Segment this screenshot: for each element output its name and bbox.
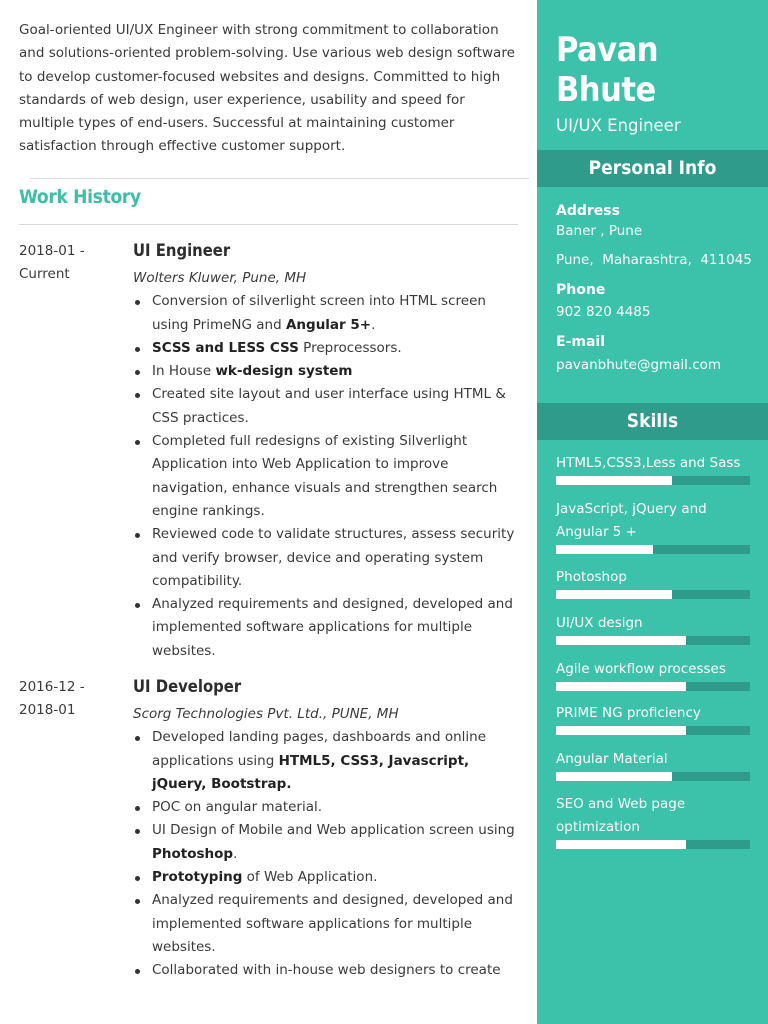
- job-title: UI Developer: [133, 677, 242, 696]
- bullet-text: In House: [152, 363, 216, 380]
- bullet-text: Created site layout and user interface using HTML & CSS practices.: [152, 386, 506, 426]
- skill-name: SEO and Web page optimization: [556, 796, 686, 835]
- job-bullet-item: [133, 337, 518, 360]
- job-role: UI/UX Engineer: [556, 116, 681, 135]
- skill-level-bar: [556, 636, 750, 645]
- skill-name: PRIME NG proficiency: [556, 705, 701, 721]
- skill-level-bar: [556, 840, 750, 849]
- bullet-text: .: [233, 845, 238, 862]
- skill-name: Photoshop: [556, 569, 627, 585]
- bullet-text: Collaborated with in-house web designers to create: [152, 962, 501, 979]
- job-bullet-item: [133, 889, 518, 959]
- bullet-text: .: [371, 316, 376, 333]
- bullet-text-bold: Prototyping: [152, 869, 243, 886]
- job-bullet-item: [133, 866, 518, 889]
- bullet-text-bold: HTML5, CSS3, Javascript, jQuery, Bootstrap.: [152, 752, 470, 792]
- job-details: [133, 240, 518, 663]
- bullet-text: Analyzed requirements and designed, developed and implemented software applications for multiple websites.: [152, 596, 513, 659]
- bullet-text-bold: Angular 5+: [285, 316, 372, 333]
- job-bullet-item: [133, 523, 518, 593]
- skill-level-fill: [556, 726, 686, 735]
- bullet-text: Completed full redesigns of existing Silverlight Application into Web Application to improve navigation, enhance visuals and strengthen search engine rankings.: [152, 433, 498, 519]
- bullet-icon: [135, 899, 140, 904]
- job-title: UI Engineer: [133, 241, 231, 260]
- last-name: Bhute: [556, 70, 656, 110]
- phone-number: 902 820 4485: [556, 304, 651, 320]
- job-date-end: Current: [19, 266, 70, 283]
- bullet-text-bold: wk-design system: [215, 363, 353, 380]
- job-date-start: 2016-12 -: [19, 679, 85, 695]
- bullet-text: Developed landing pages, dashboards and online applications using: [152, 729, 486, 769]
- job-dates: [19, 240, 109, 287]
- skill-name: Angular Material: [556, 751, 668, 767]
- personal-info-heading: Personal Info: [537, 150, 768, 187]
- skill-name: UI/UX design: [556, 615, 643, 631]
- skill-level-bar: [556, 772, 750, 781]
- job-bullet-item: [133, 430, 518, 523]
- bullet-icon: [135, 533, 140, 538]
- job-date-start: 2018-01 -: [19, 243, 85, 259]
- skill-level-bar: [556, 726, 750, 735]
- skill-name: Agile workflow processes: [556, 661, 726, 677]
- bullet-icon: [135, 393, 140, 398]
- bullet-text: UI Design of Mobile and Web application screen using: [152, 822, 515, 839]
- skill-level-bar: [556, 545, 750, 554]
- job-bullet-item: [133, 593, 518, 663]
- job-bullet-item: [133, 726, 518, 796]
- bullet-icon: [135, 300, 140, 305]
- job-bullet-item: [133, 360, 518, 383]
- skill-level-fill: [556, 636, 686, 645]
- skill-name: JavaScript, jQuery and Angular 5 +: [556, 501, 707, 540]
- phone-label: Phone: [556, 282, 606, 298]
- bullet-icon: [135, 370, 140, 375]
- job-bullet-item: [133, 819, 518, 866]
- bullet-text-bold: Photoshop: [152, 845, 234, 862]
- bullet-icon: [135, 969, 140, 974]
- bullet-text: POC on angular material.: [152, 799, 323, 816]
- email-link[interactable]: pavanbhute@gmail.com: [556, 357, 722, 373]
- job-bullet-item: [133, 383, 518, 430]
- skill-level-fill: [556, 682, 686, 691]
- skill-level-bar: [556, 476, 750, 485]
- work-history-heading: Work History: [19, 186, 141, 208]
- address-line-1: Baner , Pune: [556, 223, 643, 239]
- bullet-icon: [135, 876, 140, 881]
- bullet-icon: [135, 603, 140, 608]
- address-label: Address: [556, 203, 620, 219]
- bullet-icon: [135, 829, 140, 834]
- bullet-icon: [135, 440, 140, 445]
- skill-level-fill: [556, 545, 653, 554]
- first-name: Pavan: [556, 30, 658, 70]
- skill-level-fill: [556, 476, 672, 485]
- job-dates: [19, 676, 109, 723]
- bullet-text: Conversion of silverlight screen into HTML screen using PrimeNG and: [152, 293, 486, 333]
- candidate-name: [556, 30, 658, 110]
- skill-name: HTML5,CSS3,Less and Sass: [556, 455, 741, 471]
- skill-level-bar: [556, 682, 750, 691]
- job-bullet-item: [133, 290, 518, 337]
- professional-summary: Goal-oriented UI/UX Engineer with strong commitment to collaboration and solutions-oriented problem-solving. Use various web design software to develop customer-focused websites and designs. Committed to high standards of web design, user experience, usability and speed for multiple types of end-users. Successful at maintaining customer satisfaction through effective customer support.: [19, 22, 515, 155]
- section-divider: [19, 224, 518, 225]
- job-company: Scorg Technologies Pvt. Ltd., PUNE, MH: [133, 706, 399, 722]
- job-company: Wolters Kluwer, Pune, MH: [133, 270, 307, 286]
- bullet-text: Analyzed requirements and designed, developed and implemented software applications for multiple websites.: [152, 892, 513, 955]
- job-bullet-list: [133, 726, 518, 982]
- skill-level-fill: [556, 590, 672, 599]
- sidebar: [537, 0, 768, 1024]
- job-date-end: 2018-01: [19, 702, 76, 719]
- section-divider: [30, 178, 529, 179]
- skill-level-bar: [556, 590, 750, 599]
- bullet-icon: [135, 347, 140, 352]
- bullet-text: Reviewed code to validate structures, assess security and verify browser, device and operating system compatibility.: [152, 526, 515, 589]
- job-bullet-list: [133, 290, 518, 663]
- job-details: [133, 676, 518, 983]
- skill-level-fill: [556, 772, 672, 781]
- email-label: E-mail: [556, 334, 606, 350]
- address-line-2: Pune, Maharashtra, 411045: [556, 252, 752, 268]
- job-bullet-item: [133, 796, 518, 819]
- job-bullet-item: [133, 959, 518, 982]
- bullet-icon: [135, 736, 140, 741]
- bullet-text: Preprocessors.: [298, 339, 402, 356]
- skill-level-fill: [556, 840, 686, 849]
- bullet-text: of Web Application.: [242, 869, 378, 886]
- bullet-icon: [135, 806, 140, 811]
- bullet-text-bold: SCSS and LESS CSS: [152, 339, 299, 356]
- skills-heading: Skills: [537, 403, 768, 440]
